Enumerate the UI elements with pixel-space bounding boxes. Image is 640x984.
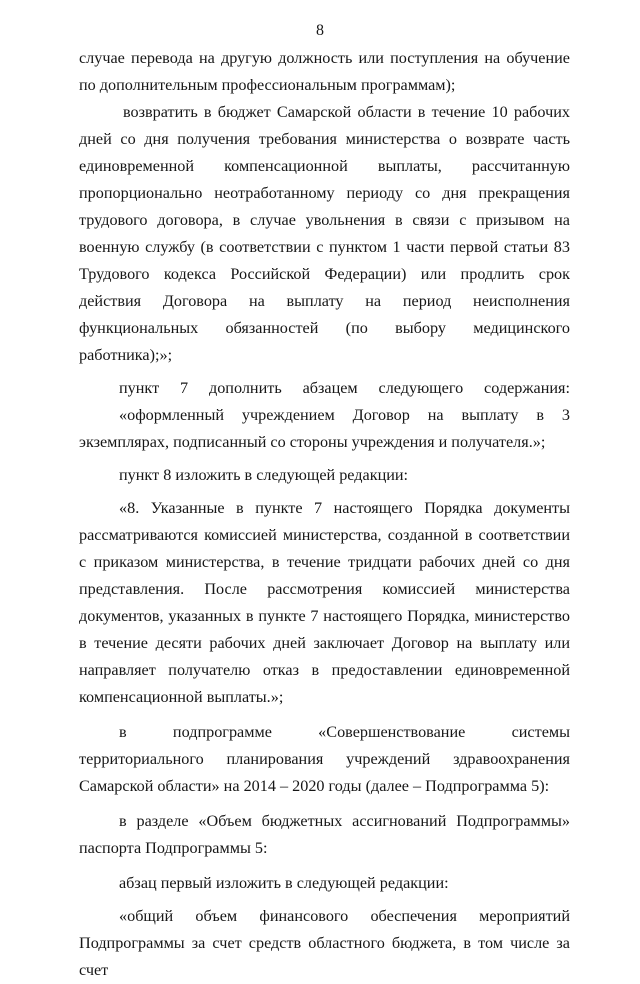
paragraph-9: абзац первый изложить в следующей редакции: — [119, 874, 449, 892]
paragraph-2: возвратить в бюджет Самарской области в течение 10 рабочих дней со дня получения требования министерства о возврате часть единовременной компенсационной выплаты, рассчитанную пропорционально неотработанному периоду со дня прекращения трудового договора, в случае увольнения в связи с призывом на военную службу (в соответствии с пунктом 1 части первой статьи 83 Трудового кодекса Российской Федерации) или продлить срок действия Договора на выплату на период неисполнения функциональных обязанностей (по выбору медицинского работника);»; — [79, 103, 570, 364]
paragraph-1: случае перевода на другую должность или поступления на обучение по дополнительным профессиональным программам); — [79, 49, 570, 94]
paragraph-10: «общий объем финансового обеспечения мероприятий Подпрограммы за счет средств областного бюджета, в том числе за счет — [79, 907, 570, 979]
paragraph-6: «8. Указанные в пункте 7 настоящего Порядка документы рассматриваются комиссией министерства, созданной в соответствии с приказом министерства, в течение тридцати рабочих дней со дня представления. После рассмотрения комиссией министерства документов, указанных в пункте 7 настоящего Порядка, министерство в течение десяти рабочих дней заключает Договор на выплату или направляет получателю отказ в предоставлении единовременной компенсационной выплаты.»; — [79, 499, 570, 706]
document-body — [79, 45, 570, 984]
paragraph-8: в разделе «Объем бюджетных ассигнований Подпрограммы» паспорта Подпрограммы 5: — [79, 812, 570, 857]
page-number: 8 — [316, 22, 324, 39]
paragraph-4: «оформленный учреждением Договор на выплату в 3 экземплярах, подписанный со стороны учреждения и получателя.»; — [79, 406, 570, 451]
paragraph-3: пункт 7 дополнить абзацем следующего содержания: — [119, 379, 570, 397]
paragraph-7: в подпрограмме «Совершенствование системы территориального планирования учреждений здравоохранения Самарской области» на 2014 – 2020 годы (далее – Подпрограмма 5): — [79, 723, 570, 795]
paragraph-5: пункт 8 изложить в следующей редакции: — [119, 466, 409, 484]
